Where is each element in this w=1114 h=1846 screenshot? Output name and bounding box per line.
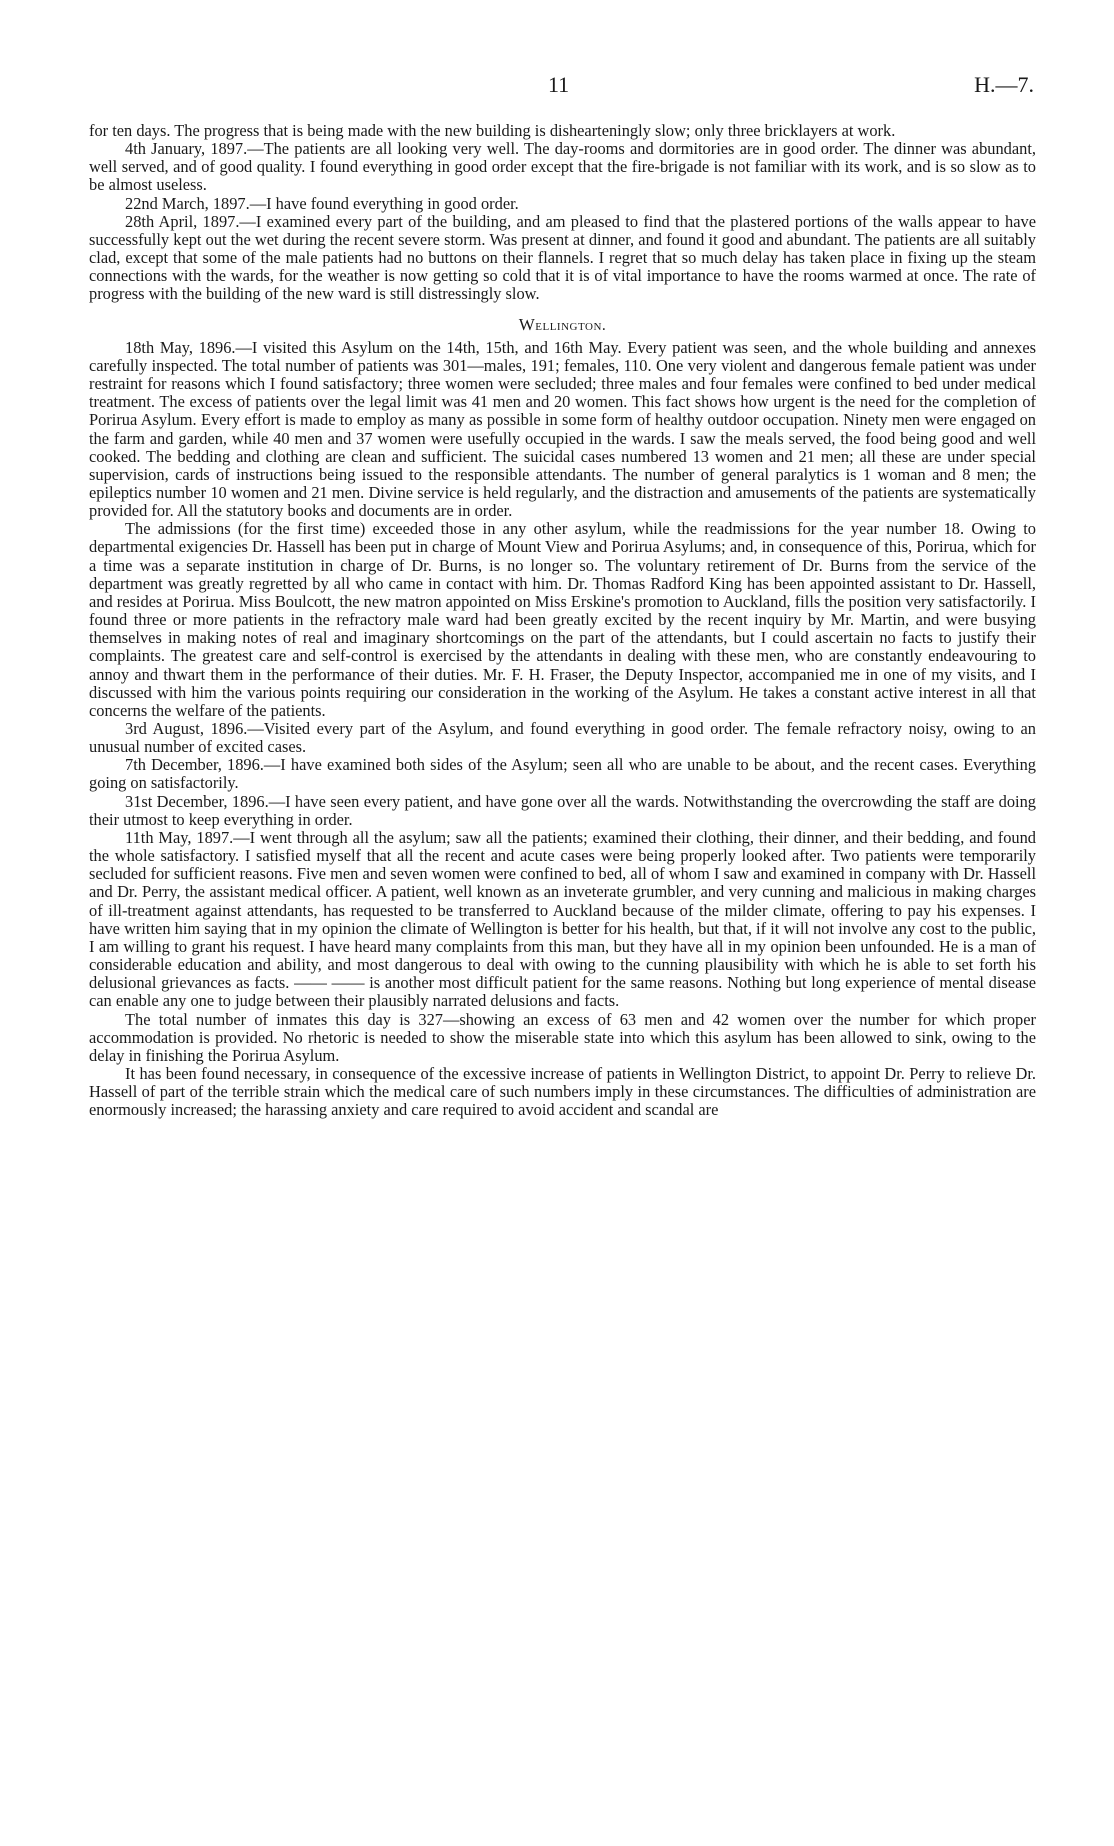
paragraph: 4th January, 1897.—The patients are all looking very well. The day-rooms and dormitories are in good order. The dinner was abundant, well served, and of good quality. I found everything in good order except that the fire-brigade is not familiar with its work, and is so slow as to be almost useless. (89, 139, 1036, 195)
section-heading: Wellington. (518, 314, 607, 334)
paragraph: It has been found necessary, in consequence of the excessive increase of patients in Wellington District, to appoint Dr. Perry to relieve Dr. Hassell of part of the terrible strain which the medical care of such numbers imply in these circumstances. The difficulties of administration are enormously increased; the harassing anxiety and care required to avoid accident and scandal are (89, 1063, 1036, 1120)
paragraph: 3rd August, 1896.—Visited every part of the Asylum, and found everything in good order. The female refractory noisy, owing to an unusual number of excited cases. (89, 719, 1036, 757)
paragraph: 31st December, 1896.—I have seen every patient, and have gone over all the wards. Notwithstanding the overcrowding the staff are doing their utmost to keep everything in order. (89, 791, 1036, 829)
document-reference: H.—7. (974, 72, 1034, 97)
paragraph: 28th April, 1897.—I examined every part of the building, and am pleased to find that the plastered portions of the walls appear to have successfully kept out the wet during the recent severe storm. Was present at dinner, and found it good and abundant. The patients are all suitably clad, except that some of the male patients had no buttons on their flannels. I regret that so much delay has taken place in fixing up the steam connections with the wards, for the weather is now getting so cold that it is of vital importance to have the rooms warmed at once. The rate of progress with the building of the new ward is still distressingly slow. (89, 211, 1036, 304)
paragraph: for ten days. The progress that is being made with the new building is dishearteningly slow; only three bricklayers at work. (89, 121, 896, 140)
paragraph: 7th December, 1896.—I have examined both sides of the Asylum; seen all who are unable to be about, and the recent cases. Everything going on satisfactorily. (89, 755, 1036, 793)
document-body (89, 122, 1036, 1119)
page-number: 11 (548, 72, 570, 97)
page-header (0, 72, 1114, 102)
paragraph: 11th May, 1897.—I went through all the asylum; saw all the patients; examined their clothing, their dinner, and their bedding, and found the whole satisfactory. I satisfied myself that all the recent and acute cases were being properly looked after. Two patients were temporarily secluded for sufficient reasons. Five men and seven women were confined to bed, all of whom I saw and examined in company with Dr. Hassell and Dr. Perry, the assistant medical officer. A patient, well known as an inveterate grumbler, and very cunning and malicious in making charges of ill-treatment against attendants, has requested to be transferred to Auckland because of the milder climate, offering to pay his expenses. I have written him saying that in my opinion the climate of Wellington is better for his health, but that, if it will not involve any cost to the public, I am willing to grant his request. I have heard many complaints from this man, but they have all in my opinion been unfounded. He is a man of considerable education and ability, and most dangerous to deal with owing to the cunning plausibility with which he is able to set forth his delusional grievances as facts. —— —— is another most difficult patient for the same reasons. Nothing but long experience of mental disease can enable any one to judge between their plausibly narrated delusions and facts. (89, 827, 1036, 1011)
paragraph: The total number of inmates this day is 327—showing an excess of 63 men and 42 women over the number for which proper accommodation is provided. No rhetoric is needed to show the miserable state into which this asylum has been allowed to sink, owing to the delay in finishing the Porirua Asylum. (89, 1009, 1036, 1065)
paragraph: 22nd March, 1897.—I have found everything in good order. (125, 193, 519, 213)
paragraph: The admissions (for the first time) exceeded those in any other asylum, while the readmissions for the year number 18. Owing to departmental exigencies Dr. Hassell has been put in charge of Mount View and Porirua Asylums; and, in consequence of this, Porirua, which for a time was a separate institution in charge of Dr. Burns, is no longer so. The voluntary retirement of Dr. Burns from the service of the department was greatly regretted by all who came in contact with him. Dr. Thomas Radford King has been appointed assistant to Dr. Hassell, and resides at Porirua. Miss Boulcott, the new matron appointed on Miss Erskine's promotion to Auckland, fills the position very satisfactorily. I found three or more patients in the refractory male ward had been greatly excited by the recent inquiry by Mr. Martin, and were busying themselves in making notes of real and imaginary shortcomings on the part of the attendants, but I could ascertain no facts to justify their complaints. The greatest care and self-control is exercised by the attendants in dealing with these men, who are constantly endeavouring to annoy and thwart them in the performance of their duties. Mr. F. H. Fraser, the Deputy Inspector, accompanied me in one of my visits, and I discussed with him the various points requiring our consideration in the working of the Asylum. He takes a constant active interest in all that concerns the welfare of the patients. (89, 519, 1036, 720)
paragraph: 18th May, 1896.—I visited this Asylum on the 14th, 15th, and 16th May. Every patient was seen, and the whole building and annexes carefully inspected. The total number of patients was 301—males, 191; females, 110. One very violent and dangerous female patient was under restraint for reasons which I found satisfactory; three women were secluded; three males and four females were confined to bed under medical treatment. The excess of patients over the legal limit was 41 men and 20 women. This fact shows how urgent is the need for the completion of Porirua Asylum. Every effort is made to employ as many as possible in some form of healthy outdoor occupation. Ninety men were engaged on the farm and garden, while 40 men and 37 women were usefully occupied in the wards. I saw the meals served, the food being good and well cooked. The bedding and clothing are clean and sufficient. The suicidal cases numbered 13 women and 21 men; all these are under special supervision, cards of instructions being issued to the responsible attendants. The number of general paralytics is 1 woman and 8 men; the epileptics number 10 women and 21 men. Divine service is held regularly, and the distraction and amusements of the patients are systematically provided for. All the statutory books and documents are in order. (89, 337, 1036, 521)
